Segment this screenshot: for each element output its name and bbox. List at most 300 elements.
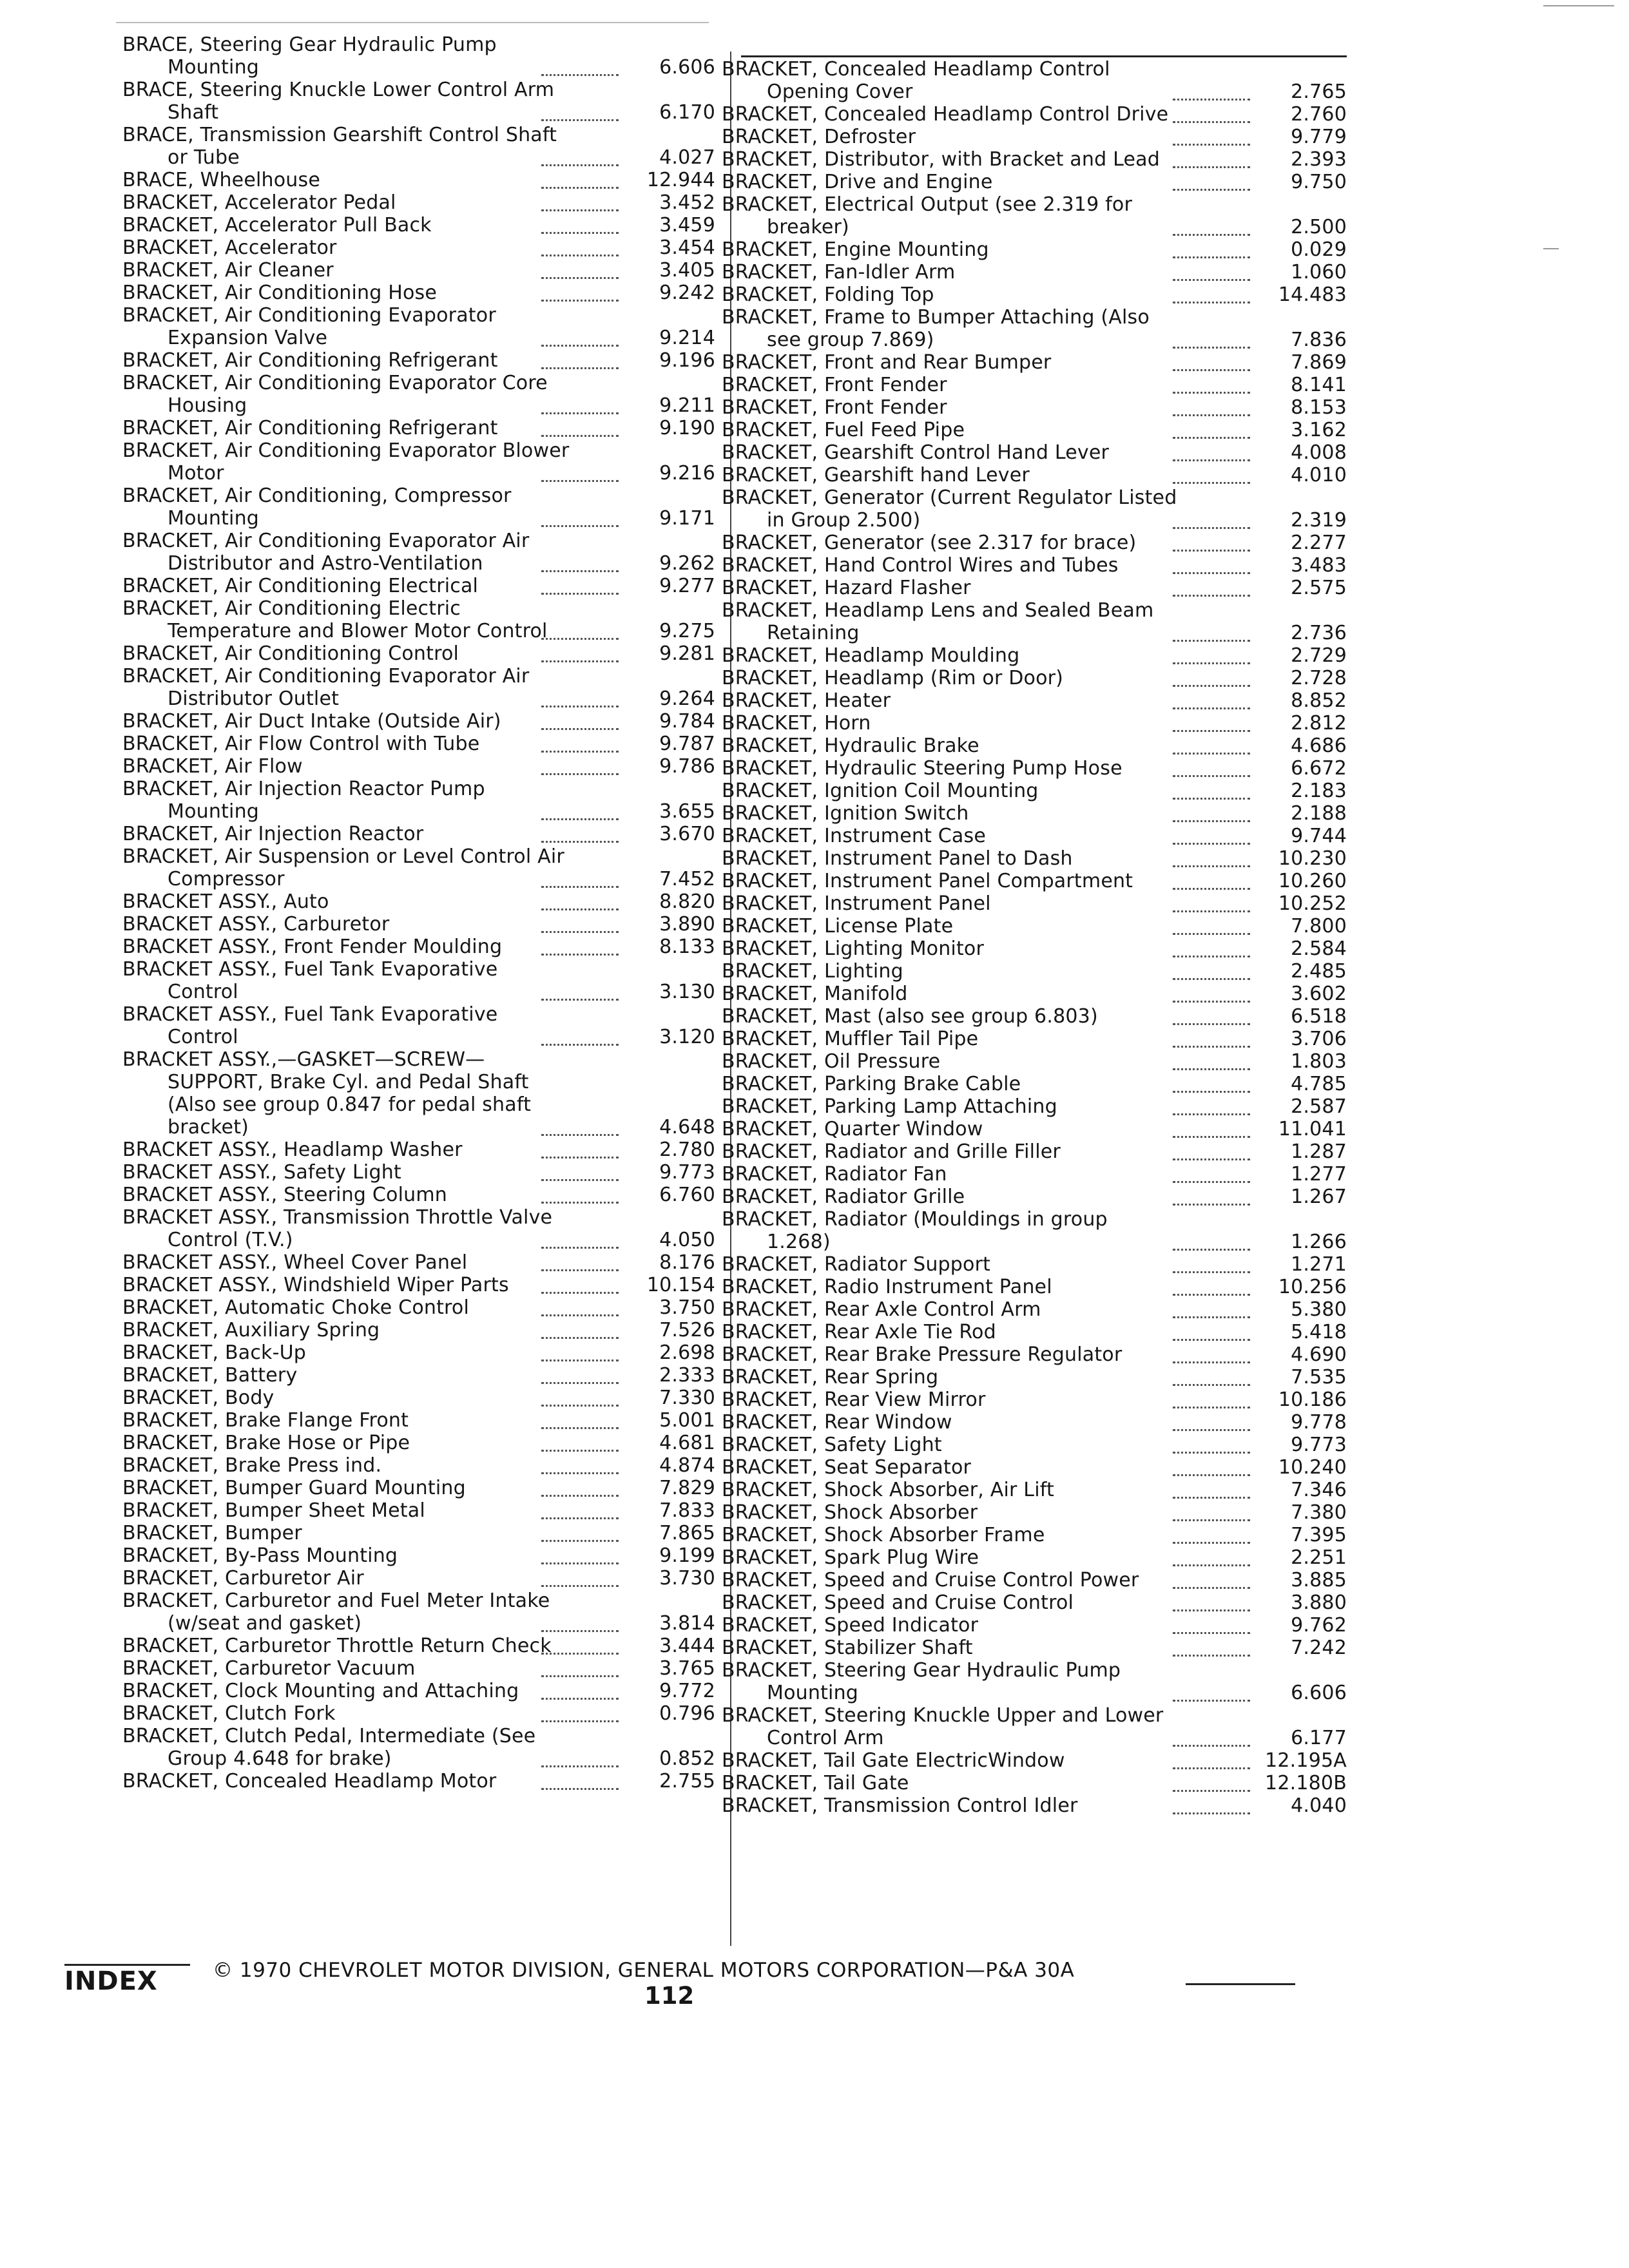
index-entry bbox=[122, 1387, 715, 1409]
entry-group-number: 5.380 bbox=[1291, 1298, 1347, 1321]
entry-name: BRACKET, Air Flow bbox=[122, 755, 303, 778]
entry-group-number: 9.784 bbox=[659, 710, 715, 733]
index-entry bbox=[722, 464, 1347, 486]
entry-name: BRACKET ASSY., Headlamp Washer bbox=[122, 1139, 463, 1161]
entry-group-number: 2.485 bbox=[1291, 960, 1347, 983]
dot-leader bbox=[1173, 368, 1250, 371]
entry-group-number: 12.944 bbox=[646, 169, 715, 191]
index-entry bbox=[722, 261, 1347, 284]
entry-name: BRACKET, Radiator and Grille Filler bbox=[722, 1140, 1061, 1163]
index-entry bbox=[722, 1501, 1347, 1524]
entry-group-number: 4.785 bbox=[1291, 1073, 1347, 1095]
dot-leader bbox=[541, 1561, 619, 1564]
entry-group-number: 3.655 bbox=[659, 800, 715, 823]
entry-group-number: 10.230 bbox=[1278, 847, 1347, 870]
entry-group-number: 10.252 bbox=[1278, 892, 1347, 915]
index-entry bbox=[122, 1274, 715, 1296]
dot-leader bbox=[541, 1133, 619, 1136]
index-entry bbox=[122, 1319, 715, 1341]
entry-name: BRACKET, Spark Plug Wire bbox=[722, 1546, 979, 1569]
entry-group-number: 7.526 bbox=[659, 1319, 715, 1341]
entry-group-number: 7.800 bbox=[1291, 915, 1347, 937]
entry-group-number: 3.459 bbox=[659, 214, 715, 236]
entry-group-number: 8.176 bbox=[659, 1251, 715, 1274]
dot-leader bbox=[1173, 97, 1250, 101]
dot-leader bbox=[1173, 1360, 1250, 1363]
entry-name: BRACKET, Air Injection Reactor Pump Mounting bbox=[122, 778, 485, 823]
dot-leader bbox=[541, 1426, 619, 1429]
entry-name: BRACKET ASSY., Transmission Throttle Valve Control (T.V.) bbox=[122, 1206, 553, 1251]
dot-leader bbox=[1173, 684, 1250, 687]
index-entry bbox=[122, 1725, 715, 1770]
dot-leader bbox=[541, 411, 619, 414]
entry-group-number: 4.050 bbox=[659, 1229, 715, 1251]
dot-leader bbox=[541, 524, 619, 527]
entry-group-number: 8.133 bbox=[659, 936, 715, 958]
entry-name: BRACKET, Air Conditioning Evaporator Blower Motor bbox=[122, 439, 570, 485]
index-entry bbox=[122, 1770, 715, 1792]
entry-name: BRACKET, Air Conditioning Evaporator Expansion Valve bbox=[122, 304, 496, 349]
dot-leader bbox=[1173, 1428, 1250, 1431]
entry-group-number: 11.041 bbox=[1278, 1118, 1347, 1140]
entry-group-number: 3.885 bbox=[1291, 1569, 1347, 1591]
entry-name: BRACKET, Rear Window bbox=[722, 1411, 952, 1434]
entry-name: BRACKET, Radiator Grille bbox=[722, 1186, 965, 1208]
entry-group-number: 2.500 bbox=[1291, 216, 1347, 238]
entry-name: BRACKET, Accelerator bbox=[122, 236, 337, 259]
dot-leader bbox=[541, 772, 619, 775]
dot-leader bbox=[1173, 1293, 1250, 1296]
entry-name: BRACKET, Manifold bbox=[722, 983, 908, 1005]
entry-group-number: 7.535 bbox=[1291, 1366, 1347, 1389]
index-entry bbox=[122, 1409, 715, 1432]
dot-leader bbox=[541, 1629, 619, 1632]
dot-leader bbox=[1173, 1744, 1250, 1747]
entry-group-number: 10.186 bbox=[1278, 1389, 1347, 1411]
entry-group-number: 6.518 bbox=[1291, 1005, 1347, 1028]
dot-leader bbox=[1173, 1090, 1250, 1093]
entry-name: BRACKET ASSY.,—GASKET—SCREW— SUPPORT, Brake Cyl. and Pedal Shaft (Also see group 0.847 for pedal shaft bracket) bbox=[122, 1048, 532, 1139]
dot-leader bbox=[1173, 1202, 1250, 1206]
entry-group-number: 8.852 bbox=[1291, 689, 1347, 712]
dot-leader bbox=[1173, 1315, 1250, 1318]
dot-leader bbox=[541, 930, 619, 933]
index-entry bbox=[722, 802, 1347, 825]
dot-leader bbox=[1173, 1631, 1250, 1634]
entry-group-number: 10.256 bbox=[1278, 1276, 1347, 1298]
entry-group-number: 9.199 bbox=[659, 1544, 715, 1567]
index-entry bbox=[122, 1296, 715, 1319]
entry-name: BRACKET, Speed and Cruise Control Power bbox=[722, 1569, 1139, 1591]
footer-index-label: INDEX bbox=[64, 1966, 158, 1996]
entry-name: BRACKET, Brake Press ind. bbox=[122, 1454, 382, 1477]
dot-leader bbox=[1173, 751, 1250, 754]
dot-leader bbox=[1173, 841, 1250, 845]
dot-leader bbox=[541, 637, 619, 640]
index-entry bbox=[722, 1569, 1347, 1591]
entry-name: BRACKET, Clock Mounting and Attaching bbox=[122, 1680, 519, 1702]
entry-group-number: 2.251 bbox=[1291, 1546, 1347, 1569]
index-entry bbox=[122, 642, 715, 665]
entry-name: BRACKET, Ignition Coil Mounting bbox=[722, 780, 1039, 802]
entry-group-number: 2.760 bbox=[1291, 103, 1347, 126]
dot-leader bbox=[541, 1516, 619, 1519]
dot-leader bbox=[1173, 1338, 1250, 1341]
entry-group-number: 1.287 bbox=[1291, 1140, 1347, 1163]
entry-group-number: 6.170 bbox=[659, 101, 715, 124]
index-entry bbox=[722, 983, 1347, 1005]
entry-name: BRACKET, Carburetor and Fuel Meter Intake (w/seat and gasket) bbox=[122, 1590, 550, 1635]
dot-leader bbox=[1173, 1044, 1250, 1048]
dot-leader bbox=[541, 1539, 619, 1542]
index-entry bbox=[122, 1522, 715, 1544]
entry-group-number: 3.162 bbox=[1291, 419, 1347, 441]
index-entry bbox=[722, 1163, 1347, 1186]
entry-group-number: 3.120 bbox=[659, 1026, 715, 1048]
entry-group-number: 7.380 bbox=[1291, 1501, 1347, 1524]
entry-name: BRACKET, Air Conditioning Evaporator Air Distributor and Astro-Ventilation bbox=[122, 530, 530, 575]
index-entry bbox=[722, 1253, 1347, 1276]
index-entry bbox=[722, 419, 1347, 441]
entry-name: BRACKET, Accelerator Pull Back bbox=[122, 214, 432, 236]
entry-group-number: 7.829 bbox=[659, 1477, 715, 1499]
entry-group-number: 9.773 bbox=[1291, 1434, 1347, 1456]
entry-group-number: 9.773 bbox=[659, 1161, 715, 1184]
index-entry bbox=[122, 665, 715, 710]
dot-leader bbox=[1173, 729, 1250, 732]
entry-group-number: 4.040 bbox=[1291, 1794, 1347, 1817]
entry-name: BRACKET ASSY., Steering Column bbox=[122, 1184, 447, 1206]
entry-name: BRACKET ASSY., Auto bbox=[122, 890, 329, 913]
index-entry bbox=[722, 1637, 1347, 1659]
index-entry bbox=[722, 915, 1347, 937]
index-entry bbox=[722, 644, 1347, 667]
entry-group-number: 7.836 bbox=[1291, 329, 1347, 351]
entry-group-number: 9.262 bbox=[659, 552, 715, 575]
entry-name: BRACKET, Battery bbox=[122, 1364, 298, 1387]
entry-group-number: 3.602 bbox=[1291, 983, 1347, 1005]
entry-group-number: 2.765 bbox=[1291, 81, 1347, 103]
dot-leader bbox=[541, 1584, 619, 1587]
entry-group-number: 9.281 bbox=[659, 642, 715, 665]
dot-leader bbox=[1173, 661, 1250, 664]
entry-group-number: 3.444 bbox=[659, 1635, 715, 1657]
dot-leader bbox=[1173, 278, 1250, 281]
entry-name: BRACKET, Headlamp Moulding bbox=[722, 644, 1020, 667]
dot-leader bbox=[541, 1651, 619, 1655]
index-entry bbox=[722, 1614, 1347, 1637]
entry-name: BRACKET, Shock Absorber bbox=[722, 1501, 978, 1524]
entry-name: BRACKET, Lighting bbox=[722, 960, 903, 983]
entry-group-number: 3.706 bbox=[1291, 1028, 1347, 1050]
entry-name: BRACKET, Rear Axle Tie Rod bbox=[722, 1321, 996, 1343]
dot-leader bbox=[541, 1674, 619, 1677]
entry-name: BRACKET, Radio Instrument Panel bbox=[722, 1276, 1052, 1298]
entry-group-number: 9.762 bbox=[1291, 1614, 1347, 1637]
dot-leader bbox=[1173, 796, 1250, 800]
entry-group-number: 12.195A bbox=[1265, 1749, 1347, 1772]
dot-leader bbox=[541, 569, 619, 572]
dot-leader bbox=[1173, 526, 1250, 529]
index-entry bbox=[722, 1546, 1347, 1569]
entry-name: BRACKET ASSY., Windshield Wiper Parts bbox=[122, 1274, 509, 1296]
entry-name: BRACKET, Parking Brake Cable bbox=[722, 1073, 1021, 1095]
dot-leader bbox=[1173, 909, 1250, 912]
entry-group-number: 4.648 bbox=[659, 1116, 715, 1139]
index-entry bbox=[122, 214, 715, 236]
index-entry bbox=[722, 825, 1347, 847]
dot-leader bbox=[541, 1696, 619, 1700]
dot-leader bbox=[1173, 1112, 1250, 1115]
dot-leader bbox=[541, 840, 619, 843]
index-entry bbox=[722, 1366, 1347, 1389]
dot-leader bbox=[1173, 1789, 1250, 1792]
index-entry bbox=[722, 1659, 1347, 1704]
entry-name: BRACKET, Rear Spring bbox=[722, 1366, 939, 1389]
entry-name: BRACKET, Air Duct Intake (Outside Air) bbox=[122, 710, 501, 733]
entry-group-number: 7.869 bbox=[1291, 351, 1347, 374]
entry-group-number: 7.330 bbox=[659, 1387, 715, 1409]
dot-leader bbox=[541, 1787, 619, 1790]
entry-group-number: 2.780 bbox=[659, 1139, 715, 1161]
dot-leader bbox=[541, 1381, 619, 1384]
dot-leader bbox=[1173, 120, 1250, 123]
entry-name: BRACKET, Radiator (Mouldings in group 1.268) bbox=[722, 1208, 1108, 1253]
dot-leader bbox=[1173, 548, 1250, 552]
dot-leader bbox=[541, 659, 619, 662]
entry-name: BRACKET, Body bbox=[122, 1387, 275, 1409]
index-entry bbox=[122, 710, 715, 733]
entry-group-number: 4.027 bbox=[659, 146, 715, 169]
dot-leader bbox=[1173, 1766, 1250, 1769]
footer-rule-left bbox=[64, 1964, 190, 1966]
entry-group-number: 2.729 bbox=[1291, 644, 1347, 667]
entry-group-number: 3.130 bbox=[659, 981, 715, 1003]
entry-name: BRACKET, Tail Gate ElectricWindow bbox=[722, 1749, 1065, 1772]
index-entry bbox=[722, 486, 1347, 532]
index-entry bbox=[722, 1140, 1347, 1163]
index-entry bbox=[122, 1499, 715, 1522]
index-entry bbox=[122, 1364, 715, 1387]
entry-name: BRACKET, Speed and Cruise Control bbox=[722, 1591, 1074, 1614]
entry-name: BRACKET, Frame to Bumper Attaching (Also see group 7.869) bbox=[722, 306, 1150, 351]
entry-group-number: 9.264 bbox=[659, 687, 715, 710]
entry-name: BRACKET, Auxiliary Spring bbox=[122, 1319, 380, 1341]
entry-name: BRACKET, Carburetor Vacuum bbox=[122, 1657, 416, 1680]
index-entry bbox=[122, 372, 715, 417]
dot-leader bbox=[541, 1155, 619, 1158]
entry-group-number: 3.454 bbox=[659, 236, 715, 259]
entry-name: BRACKET, Shock Absorber Frame bbox=[722, 1524, 1045, 1546]
index-entry bbox=[722, 1186, 1347, 1208]
entry-group-number: 6.606 bbox=[659, 56, 715, 79]
footer-rule-right bbox=[1186, 1983, 1295, 1985]
entry-group-number: 10.154 bbox=[646, 1274, 715, 1296]
dot-leader bbox=[1173, 142, 1250, 146]
index-entry bbox=[722, 396, 1347, 419]
index-entry bbox=[722, 193, 1347, 238]
entry-group-number: 8.153 bbox=[1291, 396, 1347, 419]
dot-leader bbox=[541, 907, 619, 910]
entry-group-number: 9.744 bbox=[1291, 825, 1347, 847]
entry-group-number: 9.190 bbox=[659, 417, 715, 439]
dot-leader bbox=[541, 1494, 619, 1497]
entry-name: BRACKET, Air Injection Reactor bbox=[122, 823, 424, 845]
index-entry bbox=[722, 103, 1347, 126]
entry-name: BRACKET, Instrument Panel Compartment bbox=[722, 870, 1133, 892]
index-entry bbox=[122, 890, 715, 913]
index-entry bbox=[722, 1276, 1347, 1298]
index-entry bbox=[122, 1702, 715, 1725]
entry-name: BRACKET, Safety Light bbox=[722, 1434, 942, 1456]
dot-leader bbox=[1173, 187, 1250, 191]
dot-leader bbox=[541, 885, 619, 888]
entry-name: BRACKET, Hand Control Wires and Tubes bbox=[722, 554, 1119, 577]
dot-leader bbox=[1173, 1698, 1250, 1702]
index-entry bbox=[722, 870, 1347, 892]
entry-name: BRACKET, Muffler Tail Pipe bbox=[722, 1028, 979, 1050]
index-entry bbox=[122, 958, 715, 1003]
index-entry bbox=[122, 1003, 715, 1048]
index-entry bbox=[122, 1567, 715, 1590]
index-entry bbox=[122, 304, 715, 349]
entry-group-number: 4.008 bbox=[1291, 441, 1347, 464]
dot-leader bbox=[541, 997, 619, 1001]
entry-name: BRACKET, Rear Brake Pressure Regulator bbox=[722, 1343, 1123, 1366]
entry-name: BRACKET, Brake Hose or Pipe bbox=[122, 1432, 410, 1454]
entry-group-number: 10.240 bbox=[1278, 1456, 1347, 1479]
dot-leader bbox=[1173, 300, 1250, 303]
dot-leader bbox=[1173, 1270, 1250, 1273]
entry-name: BRACKET, Front Fender bbox=[722, 374, 947, 396]
dot-leader bbox=[541, 163, 619, 166]
dot-leader bbox=[541, 1358, 619, 1361]
entry-group-number: 9.216 bbox=[659, 462, 715, 485]
dot-leader bbox=[541, 1245, 619, 1249]
entry-name: BRACKET, Drive and Engine bbox=[722, 171, 993, 193]
entry-group-number: 6.177 bbox=[1291, 1727, 1347, 1749]
entry-name: BRACKET, Bumper Sheet Metal bbox=[122, 1499, 425, 1522]
entry-group-number: 2.277 bbox=[1291, 532, 1347, 554]
dot-leader bbox=[541, 434, 619, 437]
entry-name: BRACKET, Carburetor Air bbox=[122, 1567, 364, 1590]
dot-leader bbox=[1173, 233, 1250, 236]
index-entry bbox=[122, 1432, 715, 1454]
index-entry bbox=[122, 259, 715, 282]
dot-leader bbox=[1173, 639, 1250, 642]
index-entry bbox=[722, 1073, 1347, 1095]
index-entry bbox=[722, 780, 1347, 802]
entry-group-number: 3.483 bbox=[1291, 554, 1347, 577]
dot-leader bbox=[541, 298, 619, 302]
index-entry bbox=[722, 937, 1347, 960]
dot-leader bbox=[1173, 1157, 1250, 1160]
entry-name: BRACKET, Concealed Headlamp Motor bbox=[122, 1770, 497, 1792]
entry-name: BRACKET, Air Conditioning Electric Temperature and Blower Motor Control bbox=[122, 597, 548, 642]
entry-group-number: 2.755 bbox=[659, 1770, 715, 1792]
entry-name: BRACKET, Instrument Case bbox=[722, 825, 986, 847]
right-column-rule bbox=[741, 55, 1347, 57]
index-entry bbox=[122, 845, 715, 890]
entry-name: BRACKET, Air Conditioning Electrical bbox=[122, 575, 479, 597]
index-entry bbox=[122, 823, 715, 845]
index-entry bbox=[122, 1184, 715, 1206]
entry-group-number: 7.833 bbox=[659, 1499, 715, 1522]
dot-leader bbox=[1173, 1405, 1250, 1408]
index-entry bbox=[722, 1434, 1347, 1456]
entry-group-number: 3.880 bbox=[1291, 1591, 1347, 1614]
entry-group-number: 6.672 bbox=[1291, 757, 1347, 780]
dot-leader bbox=[1173, 1608, 1250, 1611]
dot-leader bbox=[541, 704, 619, 707]
entry-group-number: 9.214 bbox=[659, 327, 715, 349]
index-entry bbox=[122, 1680, 715, 1702]
entry-name: BRACKET, Headlamp (Rim or Door) bbox=[722, 667, 1064, 689]
entry-group-number: 9.196 bbox=[659, 349, 715, 372]
dot-leader bbox=[1173, 1135, 1250, 1138]
dot-leader bbox=[1173, 977, 1250, 980]
dot-leader bbox=[1173, 1563, 1250, 1566]
entry-group-number: 1.277 bbox=[1291, 1163, 1347, 1186]
entry-name: BRACKET, Concealed Headlamp Control Drive bbox=[722, 103, 1169, 126]
footer-copyright: © 1970 CHEVROLET MOTOR DIVISION, GENERAL MOTORS CORPORATION—P&A 30A bbox=[213, 1959, 1075, 1982]
index-entry bbox=[722, 554, 1347, 577]
index-entry bbox=[722, 351, 1347, 374]
dot-leader bbox=[1173, 999, 1250, 1003]
entry-name: BRACKET, Transmission Control Idler bbox=[722, 1794, 1078, 1817]
dot-leader bbox=[1173, 390, 1250, 394]
index-entry bbox=[722, 1050, 1347, 1073]
entry-name: BRACKET, Hazard Flasher bbox=[722, 577, 971, 599]
index-entry bbox=[722, 757, 1347, 780]
entry-name: BRACKET, Generator (Current Regulator Listed in Group 2.500) bbox=[722, 486, 1177, 532]
index-entry bbox=[722, 689, 1347, 712]
index-entry bbox=[722, 1298, 1347, 1321]
entry-group-number: 9.275 bbox=[659, 620, 715, 642]
entry-name: BRACKET, Back-Up bbox=[122, 1341, 307, 1364]
entry-name: BRACKET, Gearshift hand Lever bbox=[722, 464, 1030, 486]
entry-group-number: 7.242 bbox=[1291, 1637, 1347, 1659]
entry-group-number: 2.183 bbox=[1291, 780, 1347, 802]
dot-leader bbox=[1173, 1541, 1250, 1544]
index-entry bbox=[722, 960, 1347, 983]
right-column bbox=[722, 58, 1347, 1817]
entry-group-number: 0.029 bbox=[1291, 238, 1347, 261]
entry-name: BRACKET ASSY., Wheel Cover Panel bbox=[122, 1251, 468, 1274]
entry-group-number: 3.890 bbox=[659, 913, 715, 936]
entry-name: BRACKET, Shock Absorber, Air Lift bbox=[722, 1479, 1054, 1501]
entry-name: BRACKET, Air Conditioning Evaporator Air Distributor Outlet bbox=[122, 665, 530, 710]
index-entry bbox=[722, 892, 1347, 915]
index-entry bbox=[722, 1118, 1347, 1140]
index-entry bbox=[722, 1772, 1347, 1794]
index-entry bbox=[122, 349, 715, 372]
entry-group-number: 3.814 bbox=[659, 1612, 715, 1635]
entry-name: BRACKET, Bumper bbox=[122, 1522, 302, 1544]
index-entry bbox=[722, 1479, 1347, 1501]
dot-leader bbox=[1173, 1383, 1250, 1386]
entry-name: BRACKET, Oil Pressure bbox=[722, 1050, 941, 1073]
entry-name: BRACE, Steering Knuckle Lower Control Arm Shaft bbox=[122, 79, 555, 124]
index-entry bbox=[122, 1251, 715, 1274]
dot-leader bbox=[1173, 1450, 1250, 1454]
index-entry bbox=[722, 712, 1347, 735]
index-entry bbox=[722, 284, 1347, 306]
dot-leader bbox=[541, 952, 619, 956]
dot-leader bbox=[1173, 593, 1250, 597]
entry-name: BRACKET ASSY., Front Fender Moulding bbox=[122, 936, 503, 958]
index-entry bbox=[122, 1206, 715, 1251]
